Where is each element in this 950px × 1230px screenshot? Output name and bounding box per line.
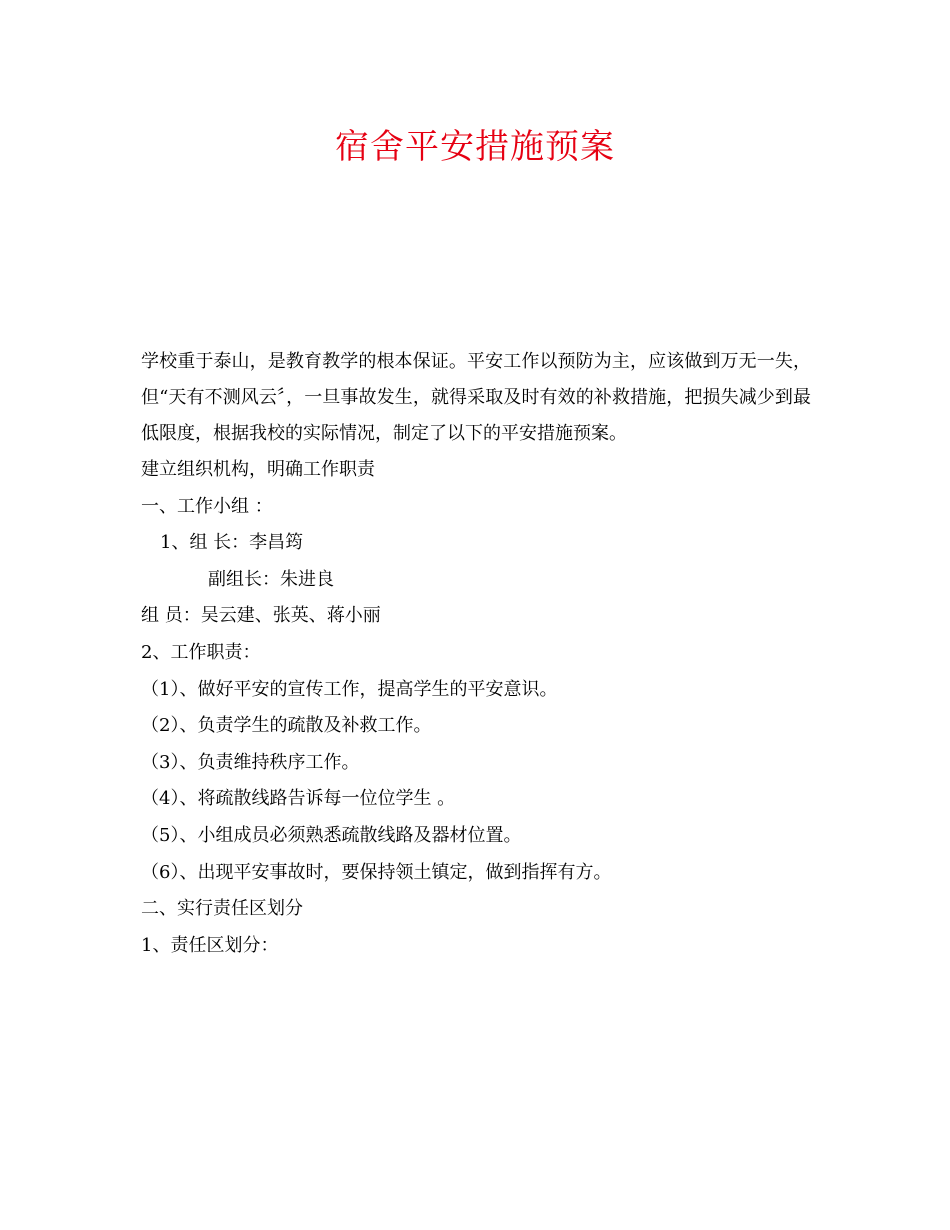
deputy-leader-line: 副组长：朱进良	[208, 568, 334, 590]
duty-item: （5）、小组成员必须熟悉疏散线路及器材位置。	[141, 824, 522, 846]
group-members-line: 组 员：吴云建、张英、蒋小丽	[141, 605, 381, 627]
group-leader-line: 1、组 长：李昌筠	[160, 532, 304, 554]
duty-item: （6）、出现平安事故时，要保持领土镇定，做到指挥有方。	[141, 861, 612, 883]
intro-paragraph: 学校重于泰山，是教育教学的根本保证。平安工作以预防为主，应该做到万无一失，但“天有不测风云〞，一旦事故发生，就得采取及时有效的补救措施，把损失减少到最低限度，根据我校的实际情况，制定了以下的平安措施预案。	[141, 351, 811, 444]
section-heading-duties: 2、工作职责：	[141, 641, 261, 663]
document-body	[141, 344, 811, 964]
duty-item: （4）、将疏散线路告诉每一位位学生 。	[141, 788, 456, 810]
document-title: 宿舍平安措施预案	[335, 127, 615, 167]
duty-item: （3）、负责维持秩序工作。	[141, 751, 360, 773]
section-heading-organization: 建立组织机构，明确工作职责	[141, 459, 375, 480]
section-heading-responsibility-areas: 二、实行责任区划分	[141, 898, 303, 920]
section-heading-work-group: 一、工作小组 ：	[141, 495, 273, 517]
duty-item: （2）、负责学生的疏散及补救工作。	[141, 715, 432, 737]
subsection-heading-area-division: 1、责任区划分：	[141, 934, 279, 956]
duty-item: （1）、做好平安的宣传工作，提高学生的平安意识。	[141, 678, 558, 700]
